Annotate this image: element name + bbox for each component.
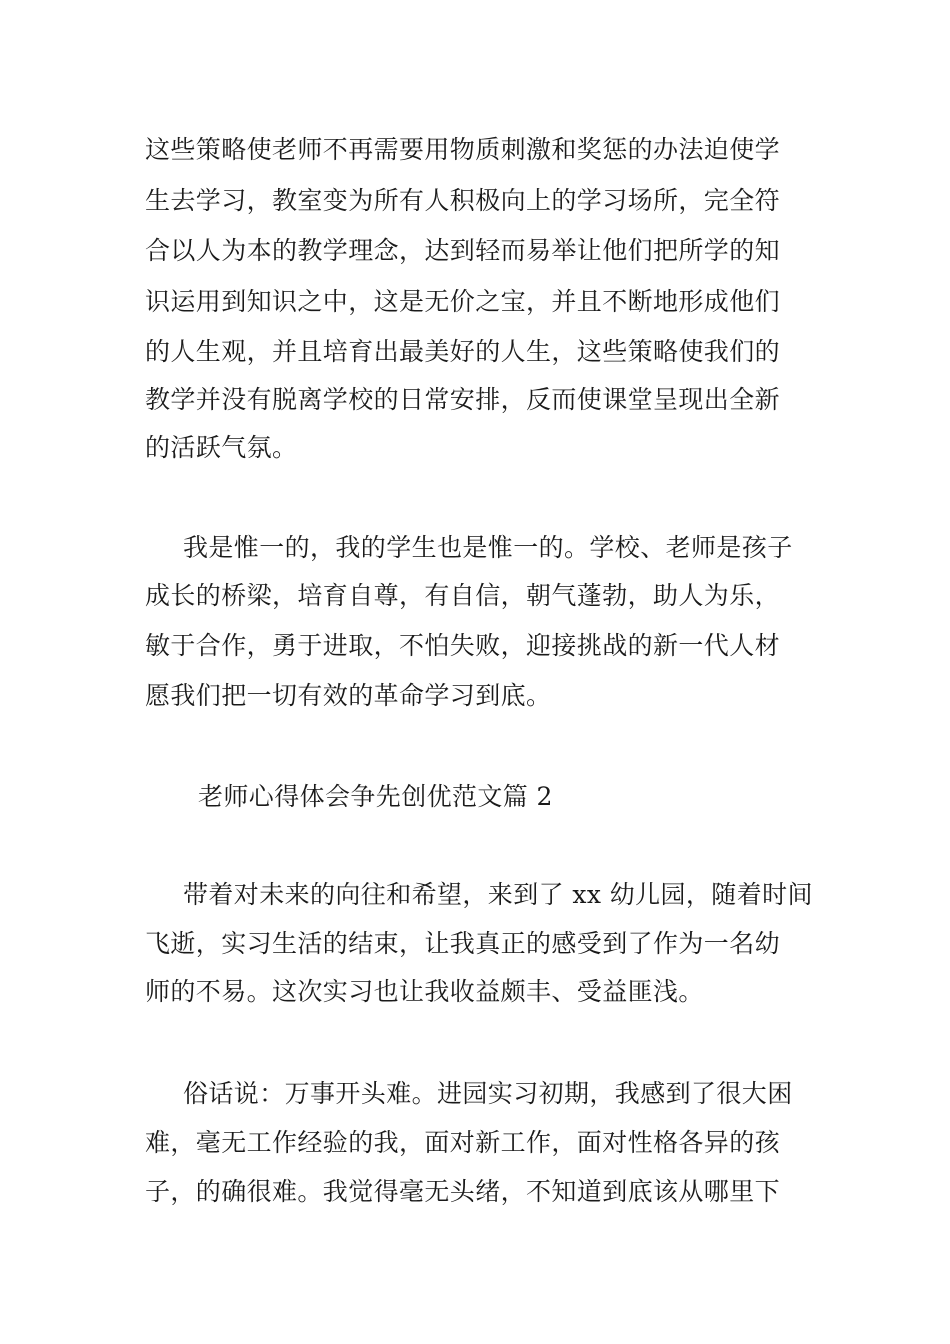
paragraph-line: 教学并没有脱离学校的日常安排，反而使课堂呈现出全新 — [145, 385, 781, 414]
paragraph-line: 难，毫无工作经验的我，面对新工作，面对性格各异的孩 — [145, 1128, 781, 1157]
section-heading: 老师心得体会争先创优范文篇 2 — [198, 782, 553, 811]
paragraph-line: 的活跃气氛。 — [145, 433, 298, 462]
paragraph-line: 子，的确很难。我觉得毫无头绪，不知道到底该从哪里下 — [145, 1177, 781, 1206]
paragraph-line: 愿我们把一切有效的革命学习到底。 — [145, 681, 552, 710]
paragraph-line: 成长的桥梁，培育自尊，有自信，朝气蓬勃，助人为乐， — [145, 581, 781, 610]
paragraph-line: 俗话说：万事开头难。进园实习初期，我感到了很大困 — [183, 1079, 793, 1108]
paragraph-line: 识运用到知识之中，这是无价之宝，并且不断地形成他们 — [145, 287, 781, 316]
paragraph-line: 生去学习，教室变为所有人积极向上的学习场所，完全符 — [145, 186, 781, 215]
paragraph-line: 我是惟一的，我的学生也是惟一的。学校、老师是孩子 — [183, 533, 793, 562]
paragraph-line: 敏于合作，勇于进取，不怕失败，迎接挑战的新一代人材 — [145, 631, 781, 660]
paragraph-line: 的人生观，并且培育出最美好的人生，这些策略使我们的 — [145, 337, 781, 366]
paragraph-line: 师的不易。这次实习也让我收益颇丰、受益匪浅。 — [145, 977, 704, 1006]
paragraph-line: 这些策略使老师不再需要用物质刺激和奖惩的办法迫使学 — [145, 135, 781, 164]
paragraph-line: 合以人为本的教学理念，达到轻而易举让他们把所学的知 — [145, 236, 781, 265]
paragraph-line: 飞逝，实习生活的结束，让我真正的感受到了作为一名幼 — [145, 929, 781, 958]
paragraph-line: 带着对未来的向往和希望，来到了 xx 幼儿园，随着时间 — [183, 880, 813, 909]
